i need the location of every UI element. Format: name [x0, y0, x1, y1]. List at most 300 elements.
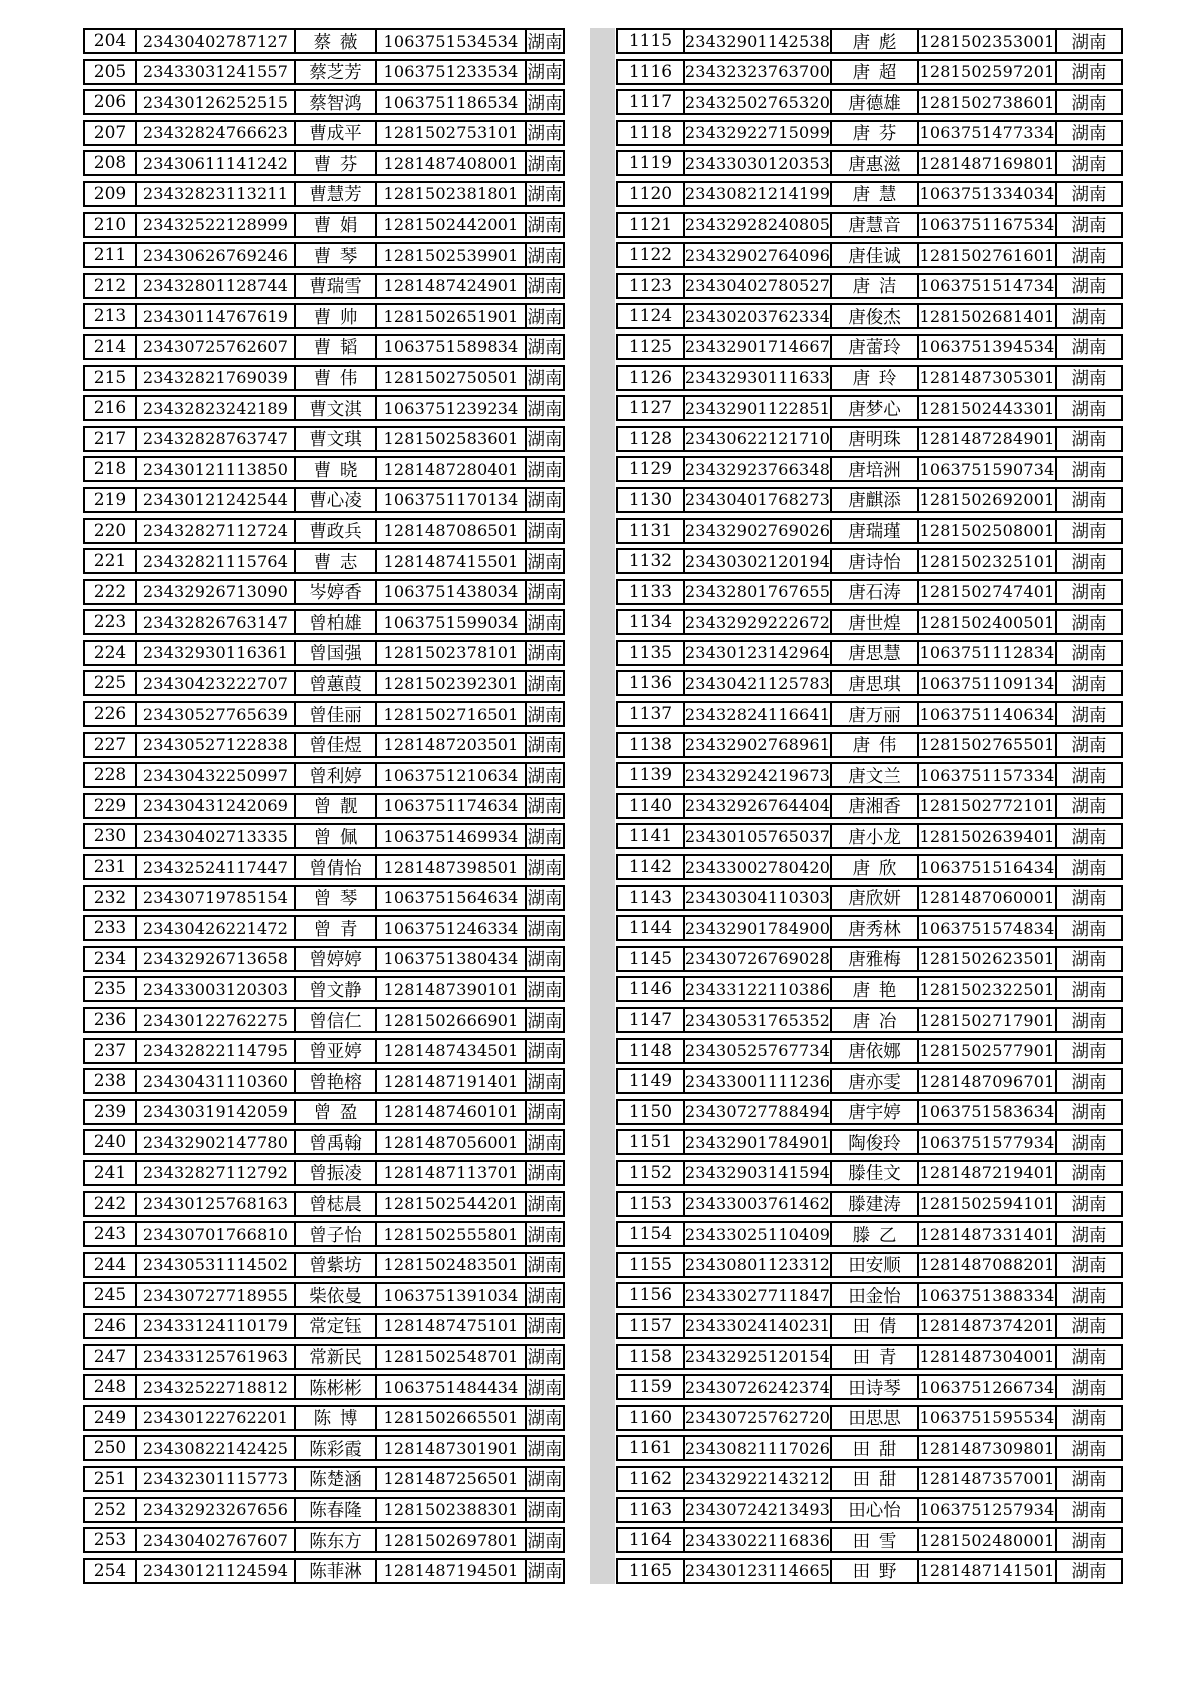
province-cell: 湖南	[1055, 764, 1121, 786]
table-row	[616, 1129, 1123, 1155]
registration-id-cell: 23430402767607	[135, 1529, 294, 1551]
admission-code-cell: 1281502577901	[917, 1040, 1055, 1062]
table-row	[616, 365, 1123, 391]
admission-code-cell: 1281487390101	[375, 978, 525, 1000]
admission-code-cell: 1281502666901	[375, 1009, 525, 1031]
table-row	[616, 548, 1123, 574]
table-row	[83, 1313, 565, 1339]
name-cell: 唐麒添	[830, 489, 917, 511]
name-cell: 曹 琴	[294, 244, 375, 266]
province-cell: 湖南	[525, 489, 563, 511]
admission-code-cell: 1063751469934	[375, 825, 525, 847]
province-cell: 湖南	[525, 1315, 563, 1337]
province-cell: 湖南	[525, 1101, 563, 1123]
province-cell: 湖南	[525, 1529, 563, 1551]
province-cell: 湖南	[525, 1193, 563, 1215]
registration-id-cell: 23430123142964	[684, 643, 830, 663]
registration-id-cell: 23432924219673	[684, 765, 830, 785]
registration-id-cell: 23432827112792	[135, 1162, 294, 1184]
table-row	[83, 395, 565, 421]
admission-code-cell: 1281502400501	[917, 611, 1055, 633]
province-cell: 湖南	[1055, 1407, 1121, 1429]
province-cell: 湖南	[525, 1437, 563, 1459]
admission-code-cell: 1281502392301	[375, 672, 525, 694]
admission-code-cell: 1281502480001	[917, 1529, 1055, 1551]
admission-code-cell: 1063751516434	[917, 856, 1055, 878]
admission-code-cell: 1281487357001	[917, 1468, 1055, 1490]
registration-id-cell: 23432826763147	[135, 611, 294, 633]
name-cell: 曾国强	[294, 642, 375, 664]
table-row	[616, 915, 1123, 941]
name-cell: 田 倩	[830, 1315, 917, 1337]
registration-id-cell: 23432827112724	[135, 520, 294, 542]
registration-id-cell: 23430525767734	[684, 1041, 830, 1061]
registration-id-cell: 23430719785154	[135, 887, 294, 909]
name-cell: 唐诗怡	[830, 550, 917, 572]
admission-code-cell: 1281502353001	[917, 30, 1055, 52]
name-cell: 唐欣妍	[830, 887, 917, 909]
table-row	[616, 1038, 1123, 1064]
admission-code-cell: 1063751514734	[917, 275, 1055, 297]
admission-code-cell: 1281502750501	[375, 367, 525, 389]
table-row	[83, 1007, 565, 1033]
row-number-cell: 1127	[628, 398, 673, 419]
name-cell: 田诗琴	[830, 1376, 917, 1398]
province-cell: 湖南	[1055, 978, 1121, 1000]
registration-id-cell: 23432902147780	[135, 1131, 294, 1153]
name-cell: 唐培洲	[830, 458, 917, 480]
table-row	[83, 915, 565, 941]
table-row	[616, 854, 1123, 880]
province-cell: 湖南	[1055, 1560, 1121, 1582]
registration-id-cell: 23432801767655	[684, 582, 830, 602]
name-cell: 田 青	[830, 1346, 917, 1368]
table-row	[83, 579, 565, 605]
name-cell: 陈彬彬	[294, 1376, 375, 1398]
registration-id-cell: 23433122110386	[684, 979, 830, 999]
row-number-cell: 217	[93, 428, 127, 449]
registration-id-cell: 23432926764404	[684, 796, 830, 816]
table-row	[83, 701, 565, 727]
province-cell: 湖南	[1055, 91, 1121, 113]
province-cell: 湖南	[525, 122, 563, 144]
registration-id-cell: 23430121113850	[135, 458, 294, 480]
admission-code-cell: 1281502753101	[375, 122, 525, 144]
registration-id-cell: 23433003120303	[135, 978, 294, 1000]
row-number-cell: 1130	[628, 489, 673, 510]
registration-id-cell: 23430125768163	[135, 1193, 294, 1215]
admission-code-cell: 1281487415501	[375, 550, 525, 572]
row-number-cell: 208	[93, 153, 127, 174]
table-row	[616, 1435, 1123, 1461]
admission-code-cell: 1063751266734	[917, 1376, 1055, 1398]
admission-code-cell: 1281502583601	[375, 428, 525, 450]
admission-code-cell: 1063751599034	[375, 611, 525, 633]
admission-code-cell: 1281487280401	[375, 458, 525, 480]
name-cell: 唐 伟	[830, 734, 917, 756]
table-row	[83, 976, 565, 1002]
admission-code-cell: 1281487398501	[375, 856, 525, 878]
admission-code-cell: 1281502765501	[917, 734, 1055, 756]
registration-id-cell: 23430725762720	[684, 1408, 830, 1428]
right-table	[616, 28, 1123, 1588]
province-cell: 湖南	[525, 1376, 563, 1398]
province-cell: 湖南	[1055, 1193, 1121, 1215]
row-number-cell: 223	[93, 612, 127, 633]
row-number-cell: 234	[93, 948, 127, 969]
province-cell: 湖南	[525, 703, 563, 725]
admission-code-cell: 1063751257934	[917, 1499, 1055, 1521]
name-cell: 曹文琪	[294, 428, 375, 450]
admission-code-cell: 1281487434501	[375, 1040, 525, 1062]
registration-id-cell: 23430402713335	[135, 825, 294, 847]
row-number-cell: 218	[93, 459, 127, 480]
table-row	[616, 1558, 1123, 1584]
admission-code-cell: 1281487475101	[375, 1315, 525, 1337]
name-cell: 唐雅梅	[830, 948, 917, 970]
name-cell: 曾子怡	[294, 1223, 375, 1245]
admission-code-cell: 1281502697801	[375, 1529, 525, 1551]
registration-id-cell: 23430431110360	[135, 1070, 294, 1092]
table-row	[83, 242, 565, 268]
name-cell: 曾蕙葭	[294, 672, 375, 694]
row-number-cell: 248	[93, 1377, 127, 1398]
admission-code-cell: 1281502388301	[375, 1499, 525, 1521]
registration-id-cell: 23430122762275	[135, 1009, 294, 1031]
registration-id-cell: 23432301115773	[135, 1468, 294, 1490]
row-number-cell: 207	[93, 122, 127, 143]
row-number-cell: 214	[93, 336, 127, 357]
name-cell: 陈 博	[294, 1407, 375, 1429]
table-row	[616, 701, 1123, 727]
registration-id-cell: 23430421125783	[684, 673, 830, 693]
name-cell: 唐文兰	[830, 764, 917, 786]
row-number-cell: 215	[93, 367, 127, 388]
province-cell: 湖南	[525, 948, 563, 970]
row-number-cell: 1126	[628, 367, 673, 388]
row-number-cell: 1153	[628, 1193, 673, 1214]
name-cell: 唐万丽	[830, 703, 917, 725]
province-cell: 湖南	[525, 336, 563, 358]
row-number-cell: 1123	[628, 275, 673, 296]
name-cell: 田 甜	[830, 1437, 917, 1459]
row-number-cell: 232	[93, 887, 127, 908]
admission-code-cell: 1281487088201	[917, 1254, 1055, 1276]
row-number-cell: 251	[93, 1468, 127, 1489]
registration-id-cell: 23432901142538	[684, 31, 830, 51]
name-cell: 田心怡	[830, 1499, 917, 1521]
registration-id-cell: 23432502765320	[684, 92, 830, 112]
province-cell: 湖南	[1055, 1070, 1121, 1092]
registration-id-cell: 23430114767619	[135, 305, 294, 327]
registration-id-cell: 23432902764096	[684, 245, 830, 265]
admission-code-cell: 1281487194501	[375, 1560, 525, 1582]
province-cell: 湖南	[525, 1223, 563, 1245]
name-cell: 唐瑞瑾	[830, 520, 917, 542]
table-row	[83, 854, 565, 880]
admission-code-cell: 1281487309801	[917, 1437, 1055, 1459]
province-cell: 湖南	[525, 214, 563, 236]
name-cell: 唐秀林	[830, 917, 917, 939]
row-number-cell: 235	[93, 979, 127, 1000]
registration-id-cell: 23430121124594	[135, 1560, 294, 1582]
registration-id-cell: 23432901122851	[684, 398, 830, 418]
name-cell: 陶俊玲	[830, 1131, 917, 1153]
admission-code-cell: 1281502555801	[375, 1223, 525, 1245]
table-row	[616, 487, 1123, 513]
registration-id-cell: 23430304110303	[684, 888, 830, 908]
registration-id-cell: 23432930111633	[684, 368, 830, 388]
admission-code-cell: 1281502508001	[917, 520, 1055, 542]
table-row	[616, 181, 1123, 207]
row-number-cell: 1134	[628, 612, 673, 633]
row-number-cell: 1125	[628, 336, 673, 357]
name-cell: 唐梦心	[830, 397, 917, 419]
admission-code-cell: 1063751477334	[917, 122, 1055, 144]
name-cell: 蔡智鸿	[294, 91, 375, 113]
row-number-cell: 245	[93, 1285, 127, 1306]
admission-code-cell: 1063751140634	[917, 703, 1055, 725]
table-row	[83, 640, 565, 666]
admission-code-cell: 1063751109134	[917, 672, 1055, 694]
province-cell: 湖南	[1055, 214, 1121, 236]
row-number-cell: 249	[93, 1407, 127, 1428]
admission-code-cell: 1281487256501	[375, 1468, 525, 1490]
table-row	[616, 793, 1123, 819]
registration-id-cell: 23432901784900	[684, 918, 830, 938]
name-cell: 唐 彪	[830, 30, 917, 52]
name-cell: 唐依娜	[830, 1040, 917, 1062]
name-cell: 唐思琪	[830, 672, 917, 694]
registration-id-cell: 23432824116641	[684, 704, 830, 724]
admission-code-cell: 1063751170134	[375, 489, 525, 511]
province-cell: 湖南	[1055, 305, 1121, 327]
row-number-cell: 1147	[628, 1010, 673, 1030]
registration-id-cell: 23432902769026	[684, 521, 830, 540]
name-cell: 曾紫坊	[294, 1254, 375, 1276]
admission-code-cell: 1281502681401	[917, 305, 1055, 327]
row-number-cell: 231	[93, 857, 127, 878]
table-row	[616, 212, 1123, 238]
province-cell: 湖南	[525, 1499, 563, 1521]
row-number-cell: 1146	[628, 979, 673, 1000]
name-cell: 柴依曼	[294, 1284, 375, 1306]
admission-code-cell: 1063751577934	[917, 1131, 1055, 1153]
row-number-cell: 1131	[628, 520, 673, 541]
admission-code-cell: 1281487203501	[375, 734, 525, 756]
admission-code-cell: 1063751574834	[917, 917, 1055, 939]
province-cell: 湖南	[525, 428, 563, 450]
registration-id-cell: 23433022116836	[684, 1530, 830, 1550]
table-row	[83, 670, 565, 696]
province-cell: 湖南	[1055, 917, 1121, 939]
province-cell: 湖南	[1055, 183, 1121, 205]
province-cell: 湖南	[525, 734, 563, 756]
registration-id-cell: 23433125761963	[135, 1346, 294, 1368]
province-cell: 湖南	[525, 1131, 563, 1153]
table-row	[83, 426, 565, 452]
row-number-cell: 209	[93, 183, 127, 204]
admission-code-cell: 1063751564634	[375, 887, 525, 909]
row-number-cell: 1158	[628, 1346, 673, 1367]
table-row	[616, 28, 1123, 54]
name-cell: 唐德雄	[830, 91, 917, 113]
province-cell: 湖南	[1055, 948, 1121, 970]
table-row	[616, 609, 1123, 635]
province-cell: 湖南	[525, 1070, 563, 1092]
name-cell: 曾梽晨	[294, 1193, 375, 1215]
row-number-cell: 244	[93, 1254, 127, 1275]
admission-code-cell: 1063751167534	[917, 214, 1055, 236]
row-number-cell: 242	[93, 1193, 127, 1214]
row-number-cell: 1160	[628, 1407, 673, 1428]
province-cell: 湖南	[1055, 152, 1121, 174]
admission-code-cell: 1281502325101	[917, 550, 1055, 572]
column-divider	[590, 28, 615, 1584]
name-cell: 曹 晓	[294, 458, 375, 480]
table-row	[616, 273, 1123, 299]
name-cell: 唐亦雯	[830, 1070, 917, 1092]
row-number-cell: 1157	[628, 1315, 673, 1336]
name-cell: 唐湘香	[830, 795, 917, 817]
name-cell: 唐 慧	[830, 183, 917, 205]
province-cell: 湖南	[525, 305, 563, 327]
row-number-cell: 1132	[628, 551, 673, 572]
row-number-cell: 243	[93, 1224, 127, 1245]
table-row	[83, 1466, 565, 1492]
table-row	[616, 1527, 1123, 1553]
table-row	[616, 670, 1123, 696]
registration-id-cell: 23432923766348	[684, 459, 830, 479]
registration-id-cell: 23430527765639	[135, 703, 294, 725]
table-row	[83, 762, 565, 788]
row-number-cell: 229	[93, 795, 127, 816]
province-cell: 湖南	[1055, 795, 1121, 817]
table-row	[616, 946, 1123, 972]
row-number-cell: 1163	[628, 1499, 673, 1520]
table-row	[83, 365, 565, 391]
registration-id-cell: 23432930116361	[135, 642, 294, 664]
table-row	[83, 609, 565, 635]
province-cell: 湖南	[1055, 887, 1121, 909]
registration-id-cell: 23432922143212	[684, 1469, 830, 1489]
registration-id-cell: 23430701766810	[135, 1223, 294, 1245]
name-cell: 曾信仁	[294, 1009, 375, 1031]
admission-code-cell: 1063751334034	[917, 183, 1055, 205]
row-number-cell: 1148	[628, 1040, 673, 1061]
table-row	[616, 120, 1123, 146]
province-cell: 湖南	[1055, 275, 1121, 297]
row-number-cell: 1141	[628, 826, 673, 847]
name-cell: 曾振凌	[294, 1162, 375, 1184]
province-cell: 湖南	[525, 61, 563, 83]
name-cell: 曹 帅	[294, 305, 375, 327]
registration-id-cell: 23430527122838	[135, 734, 294, 756]
admission-code-cell: 1281502747401	[917, 581, 1055, 603]
registration-id-cell: 23430726769028	[684, 949, 830, 969]
province-cell: 湖南	[1055, 1131, 1121, 1153]
table-row	[616, 150, 1123, 176]
table-row	[83, 823, 565, 849]
name-cell: 曾禹翰	[294, 1131, 375, 1153]
admission-code-cell: 1281502539901	[375, 244, 525, 266]
row-number-cell: 230	[93, 826, 127, 847]
table-row	[83, 1374, 565, 1400]
name-cell: 曹 韬	[294, 336, 375, 358]
row-number-cell: 1155	[628, 1254, 673, 1275]
table-row	[83, 456, 565, 482]
admission-code-cell: 1281487141501	[917, 1560, 1055, 1582]
table-row	[616, 1221, 1123, 1247]
table-row	[83, 303, 565, 329]
admission-code-cell: 1063751394534	[917, 336, 1055, 358]
name-cell: 唐宇婷	[830, 1101, 917, 1123]
name-cell: 曹政兵	[294, 520, 375, 542]
admission-code-cell: 1281502639401	[917, 825, 1055, 847]
row-number-cell: 220	[93, 520, 127, 541]
table-row	[616, 1466, 1123, 1492]
name-cell: 唐 芬	[830, 122, 917, 144]
admission-code-cell: 1281502738601	[917, 91, 1055, 113]
province-cell: 湖南	[525, 458, 563, 480]
row-number-cell: 1115	[628, 31, 673, 51]
table-row	[83, 946, 565, 972]
row-number-cell: 1139	[628, 765, 673, 786]
table-row	[616, 303, 1123, 329]
registration-id-cell: 23430123114665	[684, 1561, 830, 1581]
province-cell: 湖南	[525, 1254, 563, 1276]
name-cell: 滕佳文	[830, 1162, 917, 1184]
row-number-cell: 1122	[628, 245, 673, 266]
admission-code-cell: 1063751186534	[375, 91, 525, 113]
table-row	[616, 1099, 1123, 1125]
province-cell: 湖南	[1055, 1346, 1121, 1368]
row-number-cell: 210	[93, 214, 127, 235]
table-row	[616, 732, 1123, 758]
province-cell: 湖南	[525, 1407, 563, 1429]
name-cell: 曾亚婷	[294, 1040, 375, 1062]
row-number-cell: 237	[93, 1040, 127, 1061]
registration-id-cell: 23432522718812	[135, 1376, 294, 1398]
registration-id-cell: 23433025110409	[684, 1224, 830, 1244]
table-row	[616, 242, 1123, 268]
row-number-cell: 240	[93, 1132, 127, 1153]
row-number-cell: 1116	[628, 61, 673, 82]
table-row	[616, 1313, 1123, 1339]
name-cell: 唐惠滋	[830, 152, 917, 174]
registration-id-cell: 23430724213493	[684, 1500, 830, 1519]
registration-id-cell: 23430727788494	[684, 1102, 830, 1122]
name-cell: 唐蕾玲	[830, 336, 917, 358]
province-cell: 湖南	[1055, 1254, 1121, 1276]
registration-id-cell: 23430821214199	[684, 184, 830, 204]
province-cell: 湖南	[525, 520, 563, 542]
admission-code-cell: 1281502692001	[917, 489, 1055, 511]
row-number-cell: 1165	[628, 1560, 673, 1581]
table-row	[616, 1282, 1123, 1308]
province-cell: 湖南	[525, 581, 563, 603]
name-cell: 曾 盈	[294, 1101, 375, 1123]
registration-id-cell: 23430801123312	[684, 1255, 830, 1275]
row-number-cell: 216	[93, 398, 127, 419]
row-number-cell: 1118	[628, 122, 673, 143]
row-number-cell: 225	[93, 673, 127, 694]
admission-code-cell: 1281487374201	[917, 1315, 1055, 1337]
admission-code-cell: 1063751583634	[917, 1101, 1055, 1123]
province-cell: 湖南	[1055, 1101, 1121, 1123]
row-number-cell: 228	[93, 765, 127, 786]
admission-code-cell: 1281487424901	[375, 275, 525, 297]
